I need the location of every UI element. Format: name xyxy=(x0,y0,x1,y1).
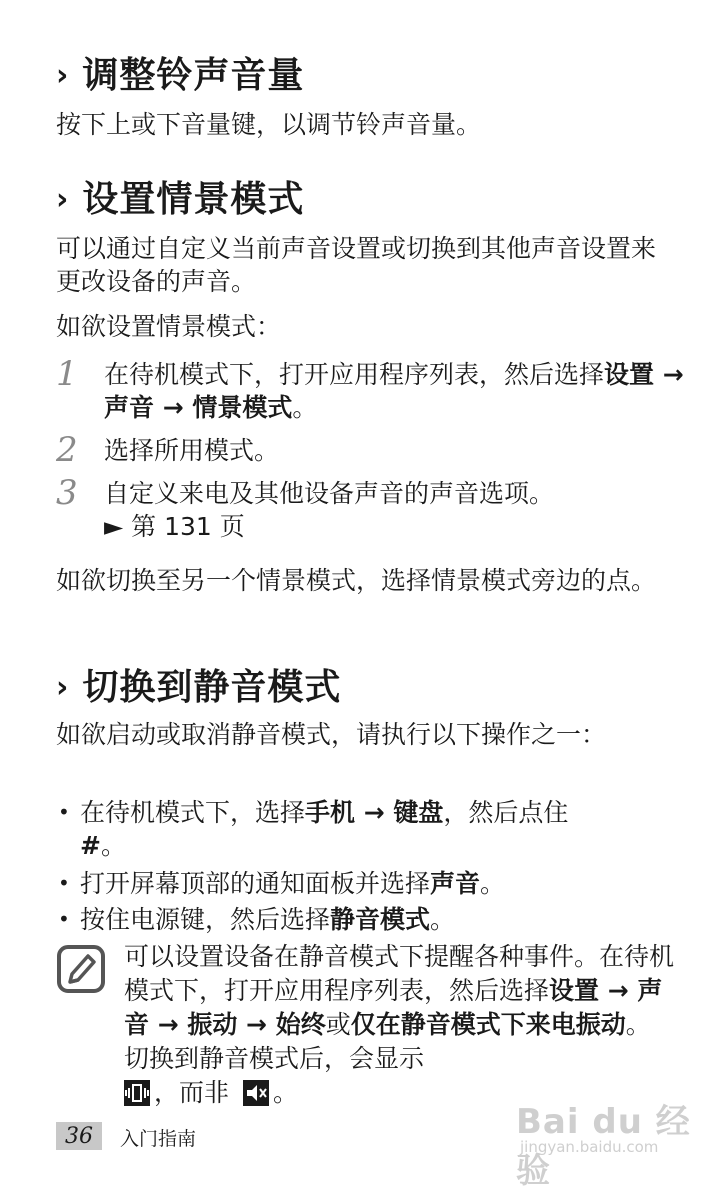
menu-path: 声音 xyxy=(430,869,481,898)
paragraph: 可以通过自定义当前声音设置或切换到其他声音设置来更改设备的声音。 xyxy=(56,234,657,296)
section-heading-sound-profile xyxy=(56,179,305,220)
page-number: 36 xyxy=(56,1122,102,1150)
paragraph: 如欲启动或取消静音模式，请执行以下操作之一： xyxy=(56,720,607,749)
chevron-right-icon: › xyxy=(56,58,69,93)
step-text-main: 自定义来电及其他设备声音的声音选项。 xyxy=(104,479,555,508)
list-item-text xyxy=(80,796,680,862)
step-number: 3 xyxy=(56,473,78,513)
step-text-main: 在待机模式下，打开应用程序列表，然后选择 xyxy=(104,360,605,389)
chapter-label: 入门指南 xyxy=(120,1128,197,1150)
punct: 。 xyxy=(272,1078,298,1107)
section-title: 设置情景模式 xyxy=(82,179,305,220)
mute-icon xyxy=(243,1080,269,1106)
watermark-sub: jingyan.baidu.com xyxy=(520,1138,659,1156)
text: 按住电源键，然后选择 xyxy=(80,905,331,934)
note-text xyxy=(124,940,674,1110)
menu-path: 静音模式 xyxy=(330,905,431,934)
text: ，而非 xyxy=(154,1078,230,1107)
page-reference: ► 第 131 页 xyxy=(104,512,245,541)
baidu-watermark xyxy=(512,1086,692,1191)
list-item-text xyxy=(80,867,680,900)
text: 或 xyxy=(325,1010,351,1039)
chevron-right-icon: › xyxy=(56,182,69,217)
step-text: 选择所用模式。 xyxy=(104,436,280,465)
punct: 。 xyxy=(100,831,126,860)
section-title: 切换到静音模式 xyxy=(82,667,342,708)
punct: 。 xyxy=(292,393,318,422)
menu-path: 设置 → 声音 → 情景模式 xyxy=(104,360,684,422)
step-text xyxy=(104,358,704,424)
step-text xyxy=(104,477,704,543)
bullet-dot: • xyxy=(58,907,70,931)
section-heading-silent-mode xyxy=(56,667,342,708)
section-heading-ringtone-volume xyxy=(56,55,305,96)
hash-key: # xyxy=(80,831,101,860)
text: 可以设置设备在静音模式下提醒各种事件。在待机模式下，打开应用程序列表，然后选择 xyxy=(124,942,675,1005)
bullet-dot: • xyxy=(58,871,70,895)
text: 打开屏幕顶部的通知面板并选择 xyxy=(80,869,431,898)
list-item-text xyxy=(80,903,680,936)
step-number: 2 xyxy=(56,430,78,470)
paragraph: 如欲切换至另一个情景模式，选择情景模式旁边的点。 xyxy=(56,566,657,595)
paragraph: 如欲设置情景模式： xyxy=(56,312,282,341)
menu-option: 仅在静音模式下来电振动 xyxy=(350,1010,626,1039)
step-number: 1 xyxy=(56,354,78,394)
menu-path: 设置 → 声音 → 振动 → 始终 xyxy=(124,976,663,1039)
section-title: 调整铃声音量 xyxy=(82,55,305,96)
note-pencil-icon xyxy=(56,944,106,994)
punct: 。 xyxy=(430,905,456,934)
paragraph: 按下上或下音量键，以调节铃声音量。 xyxy=(56,110,482,139)
watermark-main: Bai du 经验 xyxy=(516,1102,691,1191)
punct: 。 xyxy=(480,869,506,898)
text: 在待机模式下，选择 xyxy=(80,798,306,827)
text: 。切换到静音模式后，会显示 xyxy=(124,1010,651,1073)
bullet-dot: • xyxy=(58,800,70,824)
chevron-right-icon: › xyxy=(56,670,69,705)
text: ，然后点住 xyxy=(443,798,569,827)
menu-path: 手机 → 键盘 xyxy=(305,798,444,827)
vibrate-icon xyxy=(124,1080,150,1106)
